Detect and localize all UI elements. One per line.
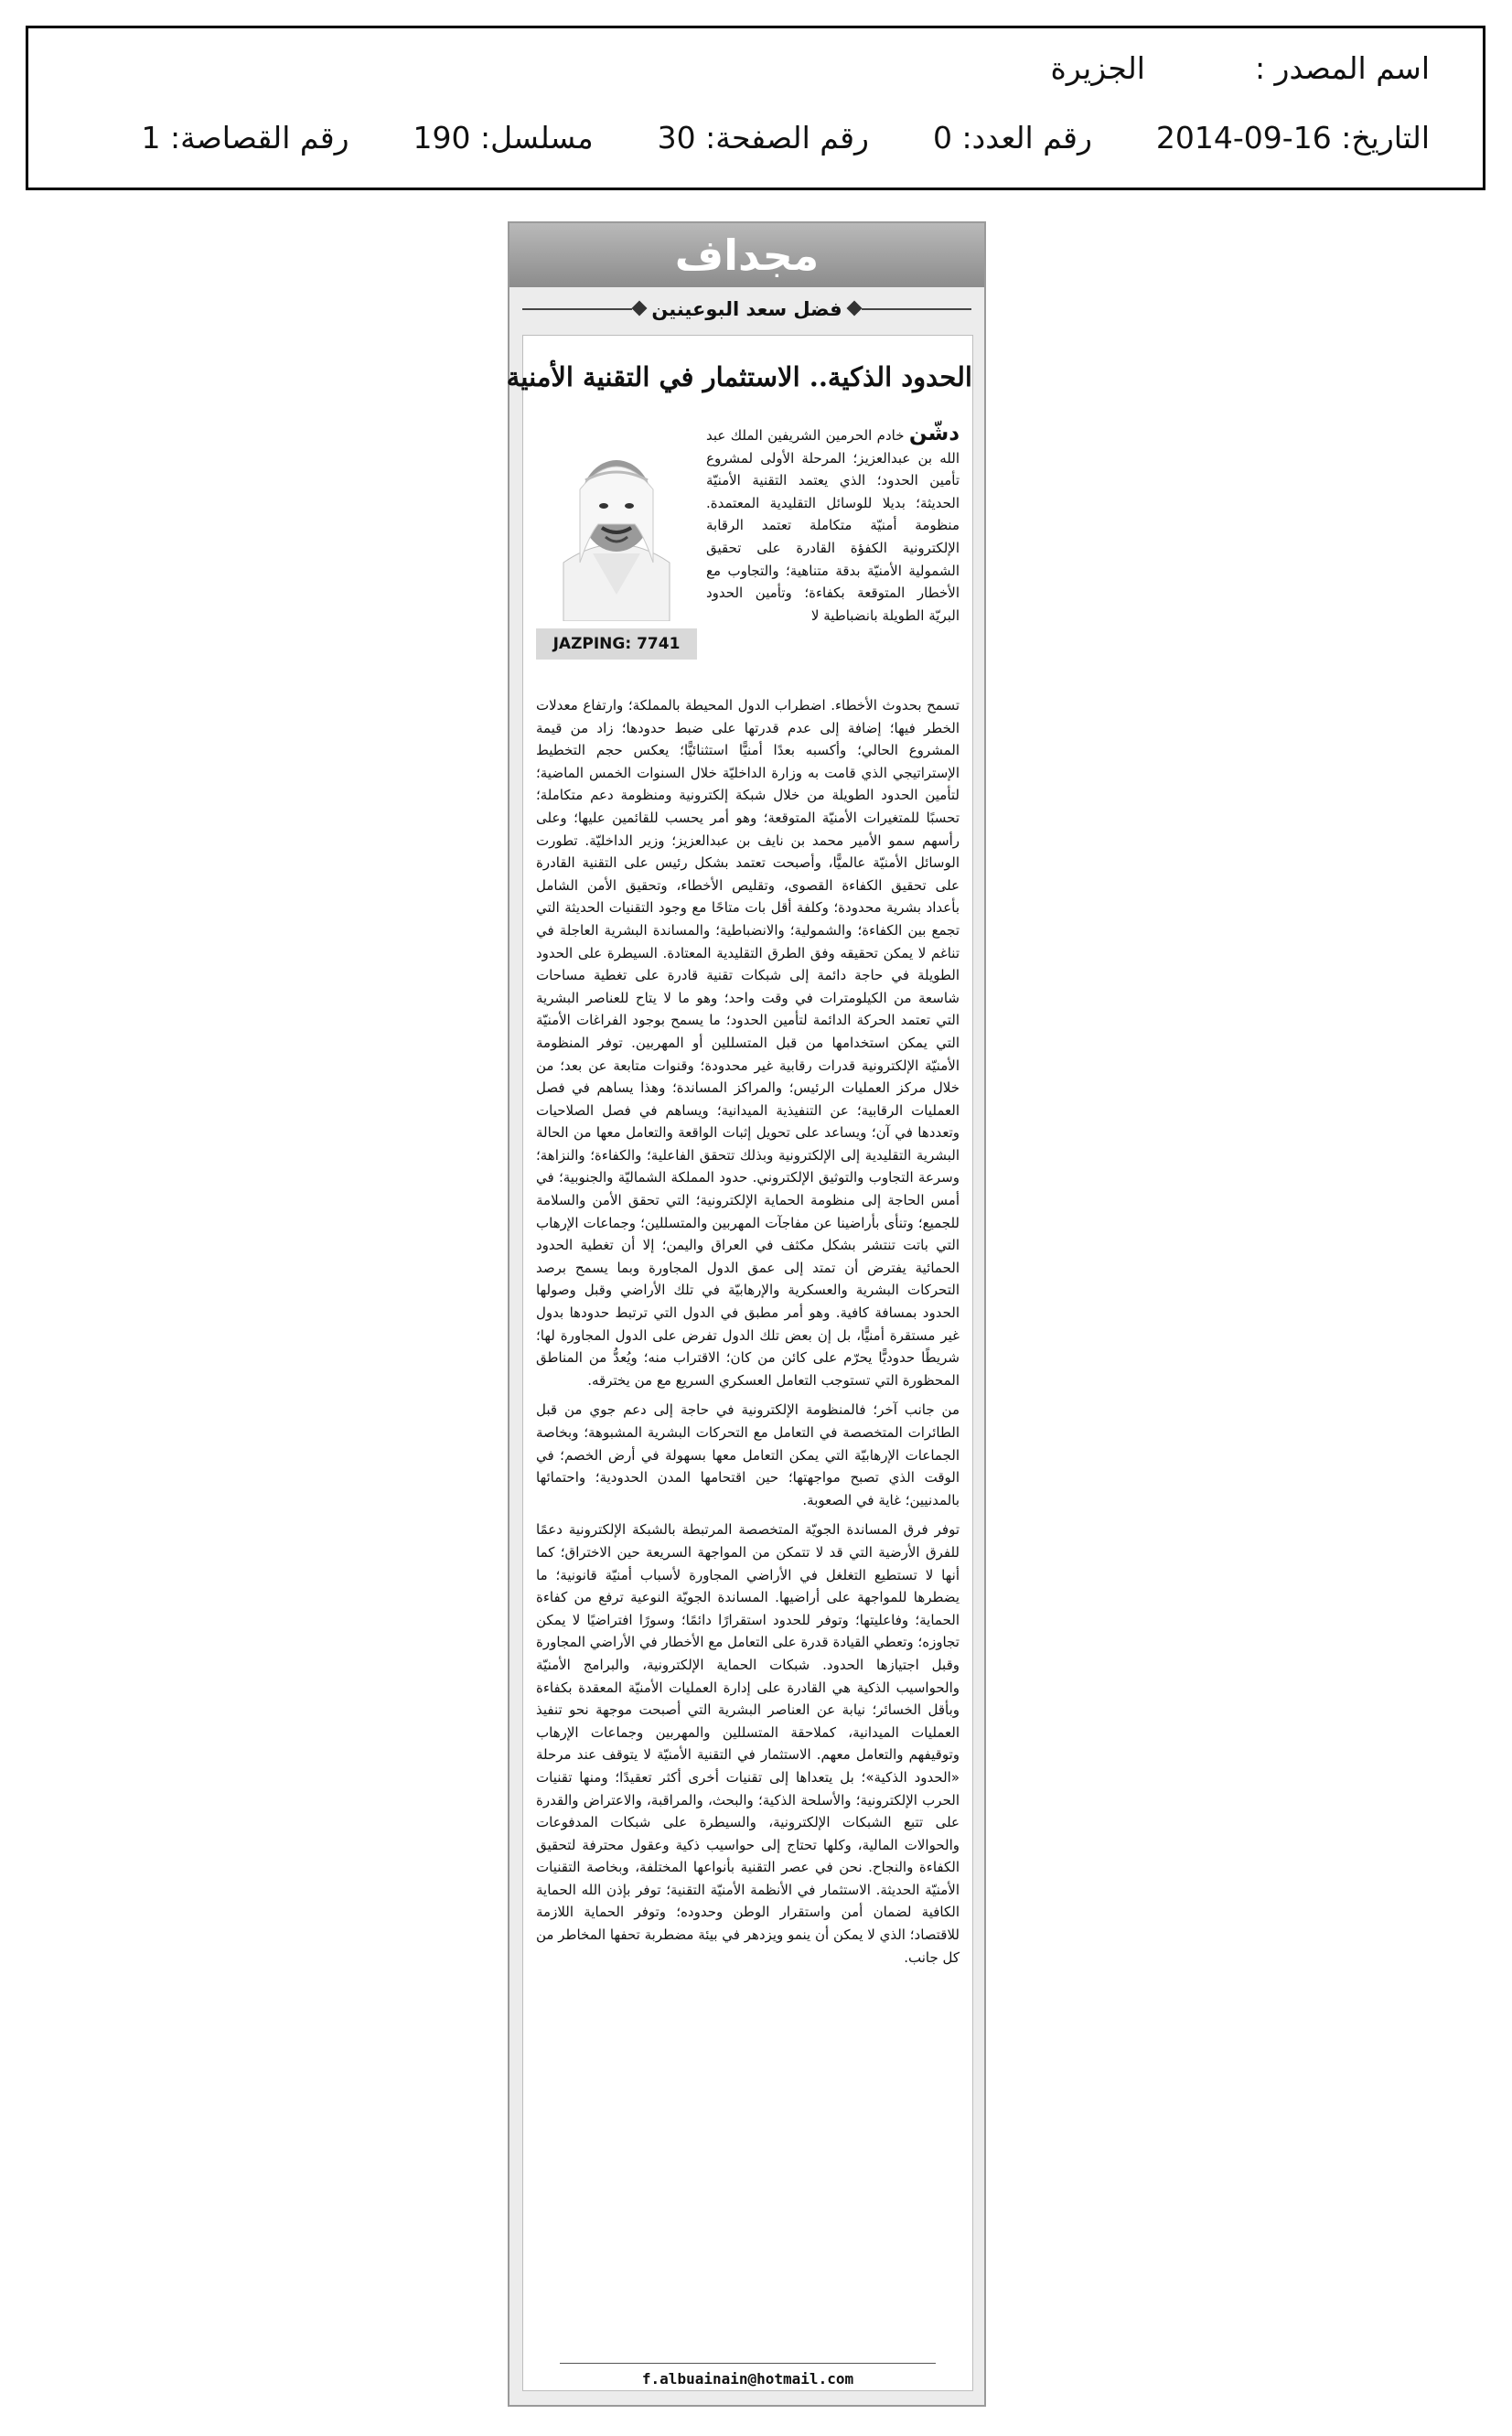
- article-intro: [706, 423, 960, 627]
- divider-line: [862, 308, 971, 310]
- issue-field: رقم العدد: 0: [932, 120, 1092, 156]
- diamond-ornament: [847, 301, 863, 317]
- author-photo: [536, 425, 697, 621]
- footer-divider: [560, 2363, 936, 2364]
- diamond-ornament: [632, 301, 648, 317]
- lead-word: دشّن: [908, 422, 960, 445]
- author-portrait-image: [536, 425, 697, 621]
- jazping-badge: JAZPING: 7741: [536, 628, 697, 660]
- page-field: رقم الصفحة: 30: [657, 120, 869, 156]
- column-banner: [509, 223, 984, 287]
- paragraph: تسمح بحدوث الأخطاء. اضطراب الدول المحيطة بالمملكة؛ وارتفاع معدلات الخطر فيها؛ إضافة إلى عدم قدرتها على ضبط حدودها؛ زاد من قيمة المشروع الحالي؛ وأكسبه بعدًا أمنيًّا استثنائيًّا؛ يعكس حجم التخطيط الإستراتيجي الذي قامت به وزارة الداخليّة خلال السنوات الخمس الماضية؛ لتأمين الحدود الطويلة من خلال شبكة إلكترونية ومنظومة دعم متكاملة؛ تحسبًا للمتغيرات الأمنيّة المتوقعة؛ وهو أمر يحسب للقائمين عليها؛ وعلى رأسهم سمو الأمير محمد بن نايف بن عبدالعزيز؛ وزير الداخليّة. تطورت الوسائل الأمنيّة عالميًّا، وأصبحت تعتمد بشكل رئيس على التقنية القادرة على تحقيق الكفاءة القصوى، وتقليص الأخطاء، وتحقيق الأمن الشامل بأعداد بشرية محدودة؛ وكلفة أقل بات متاحًا مع وجود التقنيات الحديثة التي تجمع بين الكفاءة؛ والشمولية؛ والانضباطية؛ والمساندة البشرية العاجلة في تناغم لا يمكن تحقيقه وفق الطرق التقليدية المعتادة. السيطرة على الحدود الطويلة في حاجة دائمة إلى شبكات تقنية قادرة على تغطية مساحات شاسعة من الكيلومترات في وقت واحد؛ وهو ما لا يتاح للعناصر البشرية التي تعتمد الحركة الدائمة لتأمين الحدود؛ ما يسمح بوجود الفراغات الأمنيّة التي يمكن استخدامها من قبل المتسللين أو المهربين. توفر المنظومة الأمنيّة الإلكترونية قدرات رقابية غير محدودة؛ وقنوات متابعة عن بعد؛ من خلال مركز العمليات الرئيس؛ والمراكز المساندة؛ وهذا يساهم في فصل العمليات الرقابية؛ عن التنفيذية الميدانية؛ ويساهم في فصل الصلاحيات وتعددها في آن؛ ويساعد على تحويل إثبات الواقعة والتعامل معها من الحالة البشرية التقليدية إلى الإلكترونية وبذلك تتحقق الفاعلية؛ والكفاءة؛ والنزاهة؛ وسرعة التجاوب والتوثيق الإلكتروني. حدود المملكة الشماليّة والجنوبية؛ في أمس الحاجة إلى منظومة الحماية الإلكترونية؛ التي تحقق الأمن والسلامة للجميع؛ وتنأى بأراضينا عن مفاجآت المهربين والمتسللين؛ وجماعات الإرهاب التي باتت تنتشر بشكل مكثف في العراق واليمن؛ إلا أن تغطية الحدود الحمائية يفترض أن تمتد إلى عمق الدول المجاورة وبما يسمح برصد التحركات البشرية والعسكرية والإرهابيّة في تلك الأراضي وقبل وصولها الحدود بمسافة كافية. وهو أمر مطبق في الدول التي ترتبط حدودها بدول غير مستقرة أمنيًّا، بل إن بعض تلك الدول تفرض على الدول المجاورة لها؛ شريطًا حدوديًّا يحرّم على كائن من كان؛ الاقتراب منه؛ ويُعدُّ من المناطق المحظورة التي تستوجب التعامل العسكري السريع مع من يخترقه.: [536, 697, 960, 1389]
- date-field: التاريخ: 16-09-2014: [1155, 120, 1430, 156]
- paragraph: توفر فرق المساندة الجويّة المتخصصة المرتبطة بالشبكة الإلكترونية دعمًا للفرق الأرضية التي قد لا تتمكن من المواجهة السريعة حين الاختراق؛ كما أنها لا تستطيع التغلغل في الأراضي المجاورة لأسباب أمنيّة قانونية؛ ما يضطرها للمواجهة على أراضيها. المساندة الجويّة النوعية ترفع من كفاءة الحماية؛ وفاعليتها؛ وتوفر للحدود استقرارًا دائمًا؛ وسورًا افتراضيًا لا يمكن تجاوزه؛ وتعطي القيادة قدرة على التعامل مع الأخطار في الأراضي المجاورة وقبل اجتيازها الحدود. شبكات الحماية الإلكترونية، والبرامج الأمنيّة والحواسيب الذكية هي القادرة على إدارة العمليات الأمنيّة المعقدة بكفاءة وبأقل الخسائر؛ نيابة عن العناصر البشرية التي أصبحت موجهة نحو تنفيذ العمليات الميدانية، كملاحقة المتسللين والمهربين وجماعات الإرهاب وتوقيفهم والتعامل معهم. الاستثمار في التقنية الأمنيّة لا يتوقف عند مرحلة «الحدود الذكية»؛ بل يتعداها إلى تقنيات أخرى أكثر تعقيدًا؛ ومنها تقنيات الحرب الإلكترونية؛ والأسلحة الذكية؛ والبحث، والمراقبة، والاعتراض والقدرة على تتبع الشبكات الإلكترونية، والسيطرة على شبكات المدفوعات والحوالات المالية، وكلها تحتاج إلى حواسيب ذكية وعقول محترفة لتحقيق الكفاءة والنجاح. نحن في عصر التقنية بأنواعها المختلفة، وبخاصة التقنيات الأمنيّة الحديثة. الاستثمار في الأنظمة الأمنيّة التقنية؛ توفر بإذن الله الحماية الكافية لضمان أمن واستقرار الوطن وحدوده؛ وتوفر الحماية اللازمة للاقتصاد؛ الذي لا يمكن أن ينمو ويزدهر في بيئة مضطربة تحفها المخاطر من كل جانب.: [536, 1521, 960, 1966]
- source-label: اسم المصدر :: [1254, 50, 1430, 86]
- article-text: [536, 694, 960, 1976]
- paragraph: من جانب آخر؛ فالمنظومة الإلكترونية في حاجة إلى دعم جوي من قبل الطائرات المتخصصة في التعامل مع التحركات البشرية المشبوهة؛ وبخاصة الجماعات الإرهابيّة التي يمكن التعامل معها بسهولة في أرض الخصم؛ في الوقت الذي تصبح مواجهتها؛ حين اقتحامها المدن الحدودية؛ واحتمائها بالمدنيين؛ غاية في الصعوبة.: [536, 1401, 960, 1508]
- source-value: الجزيرة: [1050, 50, 1145, 86]
- clipping-header: [26, 26, 1485, 190]
- divider-line: [522, 308, 632, 310]
- author-email[interactable]: f.albuainain@hotmail.com: [641, 2370, 854, 2388]
- meta-row: [141, 120, 1430, 156]
- author-name: فضل سعد البوعينين: [651, 298, 842, 320]
- source-row: [1051, 50, 1430, 86]
- article-body: [506, 335, 973, 2391]
- article-headline: الحدود الذكية.. الاستثمار في التقنية الأمنية: [506, 361, 972, 392]
- article-column: [508, 221, 986, 2407]
- serial-field: مسلسل: 190: [413, 120, 594, 156]
- clip-field: رقم القصاصة: 1: [141, 120, 349, 156]
- author-row: [509, 291, 984, 327]
- intro-text: خادم الحرمين الشريفين الملك عبد الله بن عبدالعزيز؛ المرحلة الأولى لمشروع تأمين الحدود؛ الذي يعتمد التقنية الأمنيّة الحديثة؛ بديلا للوسائل التقليدية المعتمدة. منظومة أمنيّة متكاملة تعتمد الرقابة الإلكترونية الكفؤة القادرة على تحقيق الشمولية الأمنيّة بدقة متناهية؛ والتجاوب مع الأخطار المتوقعة بكفاءة؛ وتأمين الحدود البريّة الطويلة بانضباطية لا: [706, 427, 960, 624]
- column-name: مجداف: [674, 231, 820, 280]
